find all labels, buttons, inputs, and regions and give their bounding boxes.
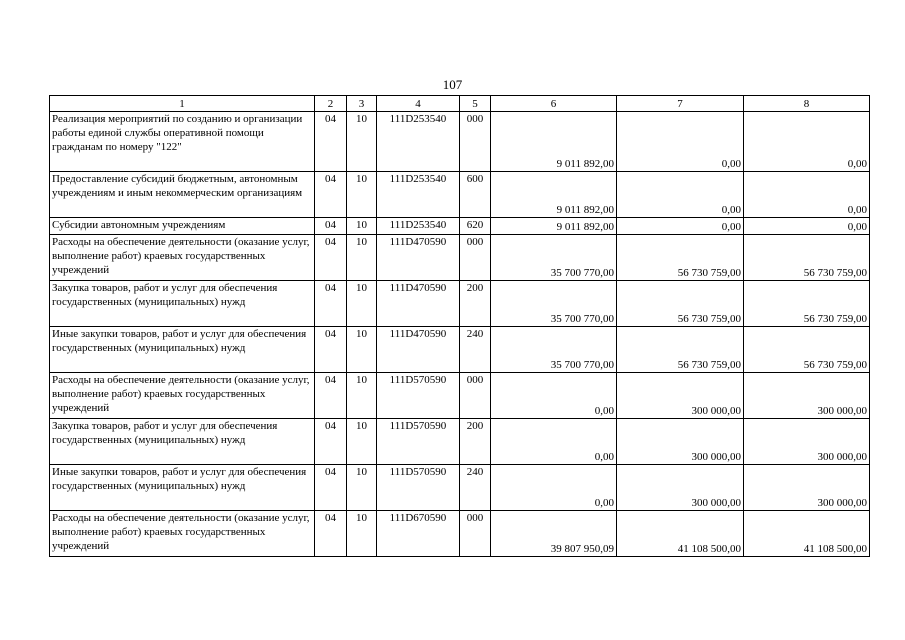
subsection-code: 10: [347, 281, 377, 327]
header-cell-7: 7: [617, 96, 744, 112]
target-article-code: 111D253540: [377, 218, 460, 235]
target-article-code: 111D253540: [377, 112, 460, 172]
target-article-code: 111D470590: [377, 327, 460, 373]
amount-col7: 300 000,00: [617, 465, 744, 511]
amount-col8: 0,00: [744, 172, 870, 218]
section-code: 04: [315, 218, 347, 235]
table-row: [50, 419, 870, 465]
amount-col7: 300 000,00: [617, 373, 744, 419]
expense-name: Реализация мероприятий по созданию и организации работы единой службы оперативной помощи гражданам по номеру "122": [50, 112, 315, 172]
expense-name: Расходы на обеспечение деятельности (оказание услуг, выполнение работ) краевых государственных учреждений: [50, 373, 315, 419]
amount-col6: 35 700 770,00: [491, 281, 617, 327]
header-cell-5: 5: [460, 96, 491, 112]
target-article-code: 111D670590: [377, 511, 460, 557]
header-cell-4: 4: [377, 96, 460, 112]
subsection-code: 10: [347, 465, 377, 511]
amount-col6: 35 700 770,00: [491, 235, 617, 281]
expense-type-code: 200: [460, 281, 491, 327]
amount-col8: 0,00: [744, 218, 870, 235]
target-article-code: 111D470590: [377, 235, 460, 281]
section-code: 04: [315, 373, 347, 419]
expense-name: Предоставление субсидий бюджетным, автономным учреждениям и иным некоммерческим организациям: [50, 172, 315, 218]
amount-col7: 0,00: [617, 218, 744, 235]
header-cell-3: 3: [347, 96, 377, 112]
expense-type-code: 000: [460, 511, 491, 557]
expense-name: Закупка товаров, работ и услуг для обеспечения государственных (муниципальных) нужд: [50, 281, 315, 327]
amount-col7: 56 730 759,00: [617, 327, 744, 373]
amount-col7: 41 108 500,00: [617, 511, 744, 557]
header-row: [50, 96, 870, 112]
expense-name: Расходы на обеспечение деятельности (оказание услуг, выполнение работ) краевых государственных учреждений: [50, 511, 315, 557]
amount-col8: 300 000,00: [744, 419, 870, 465]
expense-name: Расходы на обеспечение деятельности (оказание услуг, выполнение работ) краевых государственных учреждений: [50, 235, 315, 281]
amount-col7: 56 730 759,00: [617, 281, 744, 327]
header-cell-1: 1: [50, 96, 315, 112]
expense-type-code: 000: [460, 373, 491, 419]
subsection-code: 10: [347, 112, 377, 172]
section-code: 04: [315, 281, 347, 327]
subsection-code: 10: [347, 235, 377, 281]
subsection-code: 10: [347, 172, 377, 218]
header-cell-2: 2: [315, 96, 347, 112]
amount-col6: 0,00: [491, 419, 617, 465]
section-code: 04: [315, 112, 347, 172]
expense-type-code: 240: [460, 327, 491, 373]
table-row: [50, 218, 870, 235]
table-row: [50, 172, 870, 218]
section-code: 04: [315, 511, 347, 557]
target-article-code: 111D570590: [377, 465, 460, 511]
table-row: [50, 327, 870, 373]
target-article-code: 111D570590: [377, 419, 460, 465]
expense-name: Иные закупки товаров, работ и услуг для обеспечения государственных (муниципальных) нужд: [50, 327, 315, 373]
amount-col8: 300 000,00: [744, 465, 870, 511]
section-code: 04: [315, 172, 347, 218]
target-article-code: 111D253540: [377, 172, 460, 218]
subsection-code: 10: [347, 327, 377, 373]
amount-col8: 56 730 759,00: [744, 281, 870, 327]
amount-col6: 35 700 770,00: [491, 327, 617, 373]
table-row: [50, 373, 870, 419]
section-code: 04: [315, 235, 347, 281]
amount-col6: 39 807 950,09: [491, 511, 617, 557]
amount-col6: 9 011 892,00: [491, 172, 617, 218]
amount-col8: 41 108 500,00: [744, 511, 870, 557]
subsection-code: 10: [347, 511, 377, 557]
header-cell-8: 8: [744, 96, 870, 112]
subsection-code: 10: [347, 419, 377, 465]
amount-col7: 56 730 759,00: [617, 235, 744, 281]
amount-col6: 0,00: [491, 465, 617, 511]
amount-col6: 9 011 892,00: [491, 112, 617, 172]
amount-col7: 0,00: [617, 172, 744, 218]
amount-col7: 300 000,00: [617, 419, 744, 465]
expense-type-code: 620: [460, 218, 491, 235]
table-row: [50, 281, 870, 327]
table-row: [50, 235, 870, 281]
budget-table: [49, 95, 870, 557]
amount-col6: 9 011 892,00: [491, 218, 617, 235]
target-article-code: 111D570590: [377, 373, 460, 419]
expense-name: Иные закупки товаров, работ и услуг для обеспечения государственных (муниципальных) нужд: [50, 465, 315, 511]
expense-name: Субсидии автономным учреждениям: [50, 218, 315, 235]
section-code: 04: [315, 465, 347, 511]
section-code: 04: [315, 419, 347, 465]
subsection-code: 10: [347, 218, 377, 235]
amount-col8: 0,00: [744, 112, 870, 172]
expense-type-code: 000: [460, 235, 491, 281]
target-article-code: 111D470590: [377, 281, 460, 327]
amount-col6: 0,00: [491, 373, 617, 419]
table-row: [50, 112, 870, 172]
expense-type-code: 200: [460, 419, 491, 465]
expense-type-code: 240: [460, 465, 491, 511]
expense-type-code: 000: [460, 112, 491, 172]
section-code: 04: [315, 327, 347, 373]
page-number: 107: [442, 77, 463, 92]
amount-col8: 300 000,00: [744, 373, 870, 419]
amount-col8: 56 730 759,00: [744, 327, 870, 373]
amount-col7: 0,00: [617, 112, 744, 172]
expense-name: Закупка товаров, работ и услуг для обеспечения государственных (муниципальных) нужд: [50, 419, 315, 465]
header-cell-6: 6: [491, 96, 617, 112]
table-row: [50, 511, 870, 557]
expense-type-code: 600: [460, 172, 491, 218]
table-row: [50, 465, 870, 511]
amount-col8: 56 730 759,00: [744, 235, 870, 281]
subsection-code: 10: [347, 373, 377, 419]
